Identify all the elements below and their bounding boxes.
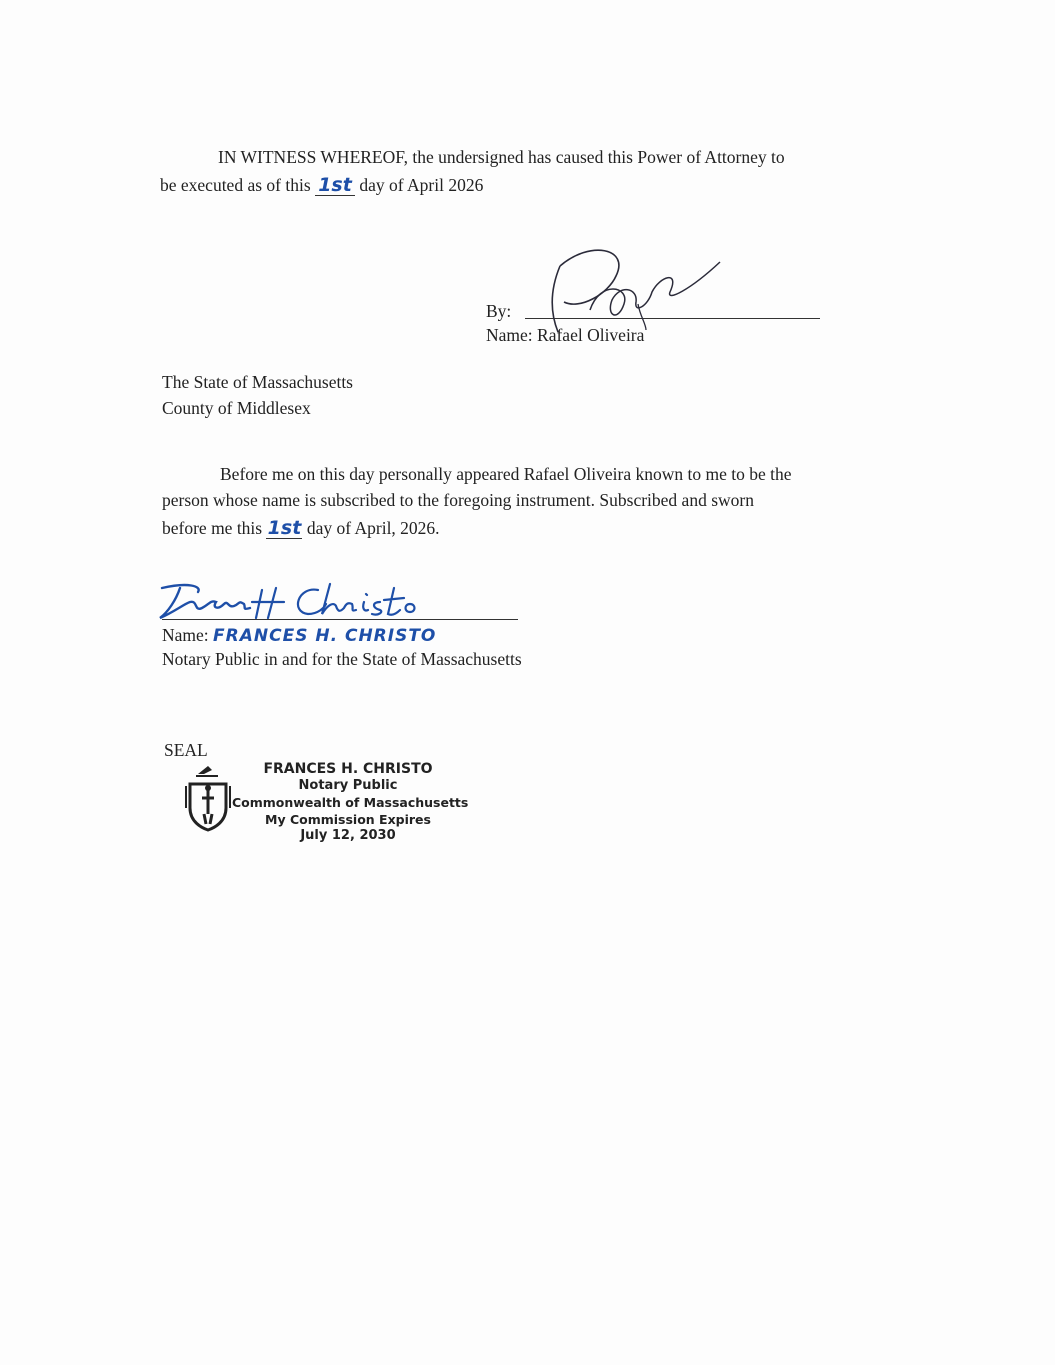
stamp-jurisdiction: Commonwealth of Massachusetts bbox=[232, 795, 469, 810]
ack-line-3-after: day of April, 2026. bbox=[306, 518, 440, 538]
ack-line-3-before: before me this bbox=[162, 518, 263, 538]
witness-line-1: IN WITNESS WHEREOF, the undersigned has caused this Power of Attorney to bbox=[218, 147, 785, 167]
ack-day-blank bbox=[266, 518, 302, 539]
principal-name bbox=[486, 322, 644, 348]
stamp-commission: My Commission Expires bbox=[265, 812, 431, 827]
ack-line-1: Before me on this day personally appeared Rafael Oliveira known to me to be the bbox=[220, 464, 792, 484]
notary-signature-line bbox=[162, 619, 518, 620]
ack-line-3 bbox=[162, 515, 440, 541]
stamp-expiry: July 12, 2030 bbox=[300, 828, 396, 843]
witness-line-2-after: day of April 2026 bbox=[359, 175, 484, 195]
principal-name-value: Rafael Oliveira bbox=[537, 325, 645, 345]
stamp-title: Notary Public bbox=[298, 778, 398, 793]
notary-name bbox=[162, 622, 436, 649]
seal-label: SEAL bbox=[164, 740, 208, 760]
witness-day-blank bbox=[315, 175, 355, 196]
witness-line-2 bbox=[160, 172, 483, 198]
massachusetts-seal-icon bbox=[184, 764, 232, 832]
witness-day-handwritten: 1st bbox=[318, 174, 352, 196]
witness-line-2-before: be executed as of this bbox=[160, 175, 311, 195]
notary-name-label: Name: bbox=[162, 625, 209, 645]
notary-name-handwritten: FRANCES H. CHRISTO bbox=[213, 626, 437, 646]
venue-state: The State of Massachusetts bbox=[162, 372, 353, 392]
stamp-name: FRANCES H. CHRISTO bbox=[263, 761, 433, 777]
ack-line-2: person whose name is subscribed to the foregoing instrument. Subscribed and sworn bbox=[162, 490, 754, 510]
principal-name-label: Name: bbox=[486, 325, 533, 345]
notary-signature bbox=[158, 578, 418, 624]
ack-day-handwritten: 1st bbox=[267, 517, 302, 539]
by-label: By: bbox=[486, 301, 512, 321]
notary-title: Notary Public in and for the State of Massachusetts bbox=[162, 649, 522, 669]
venue-county: County of Middlesex bbox=[162, 398, 311, 418]
